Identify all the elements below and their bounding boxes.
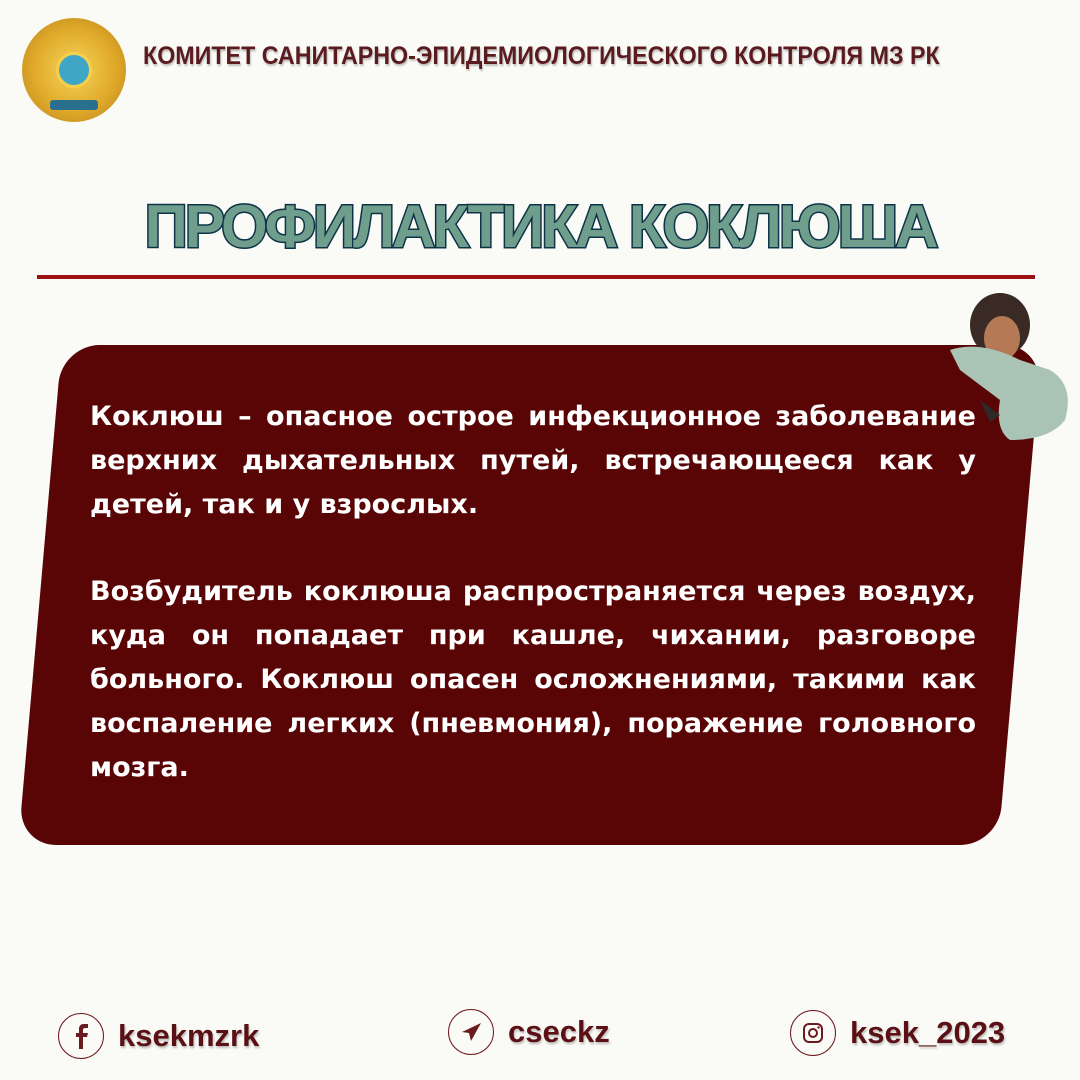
telegram-handle: cseckz — [508, 1014, 610, 1049]
page-title: ПРОФИЛАКТИКА КОКЛЮША — [144, 193, 936, 260]
facebook-link[interactable] — [58, 1013, 259, 1059]
instagram-icon — [790, 1010, 836, 1056]
instagram-handle: ksek_2023 — [850, 1015, 1006, 1050]
kazakhstan-emblem-logo — [22, 18, 126, 122]
organization-name: КОМИТЕТ САНИТАРНО-ЭПИДЕМИОЛОГИЧЕСКОГО КОНТРОЛЯ МЗ РК — [143, 42, 940, 70]
instagram-link[interactable] — [790, 1010, 1005, 1056]
body-text — [90, 395, 976, 833]
telegram-icon — [448, 1009, 494, 1055]
telegram-link[interactable] — [448, 1009, 610, 1055]
paragraph-definition: Коклюш – опасное острое инфекционное заболевание верхних дыхательных путей, встречающееся как у детей, так и у взрослых. — [90, 401, 976, 520]
paragraph-transmission: Возбудитель коклюша распространяется через воздух, куда он попадает при кашле, чихании, разговоре больного. Коклюш опасен осложнениями, такими как воспаление легких (пневмония), поражение головного мозга. — [90, 576, 976, 783]
divider — [37, 275, 1035, 279]
facebook-icon — [58, 1013, 104, 1059]
facebook-handle: ksekmzrk — [118, 1018, 260, 1053]
